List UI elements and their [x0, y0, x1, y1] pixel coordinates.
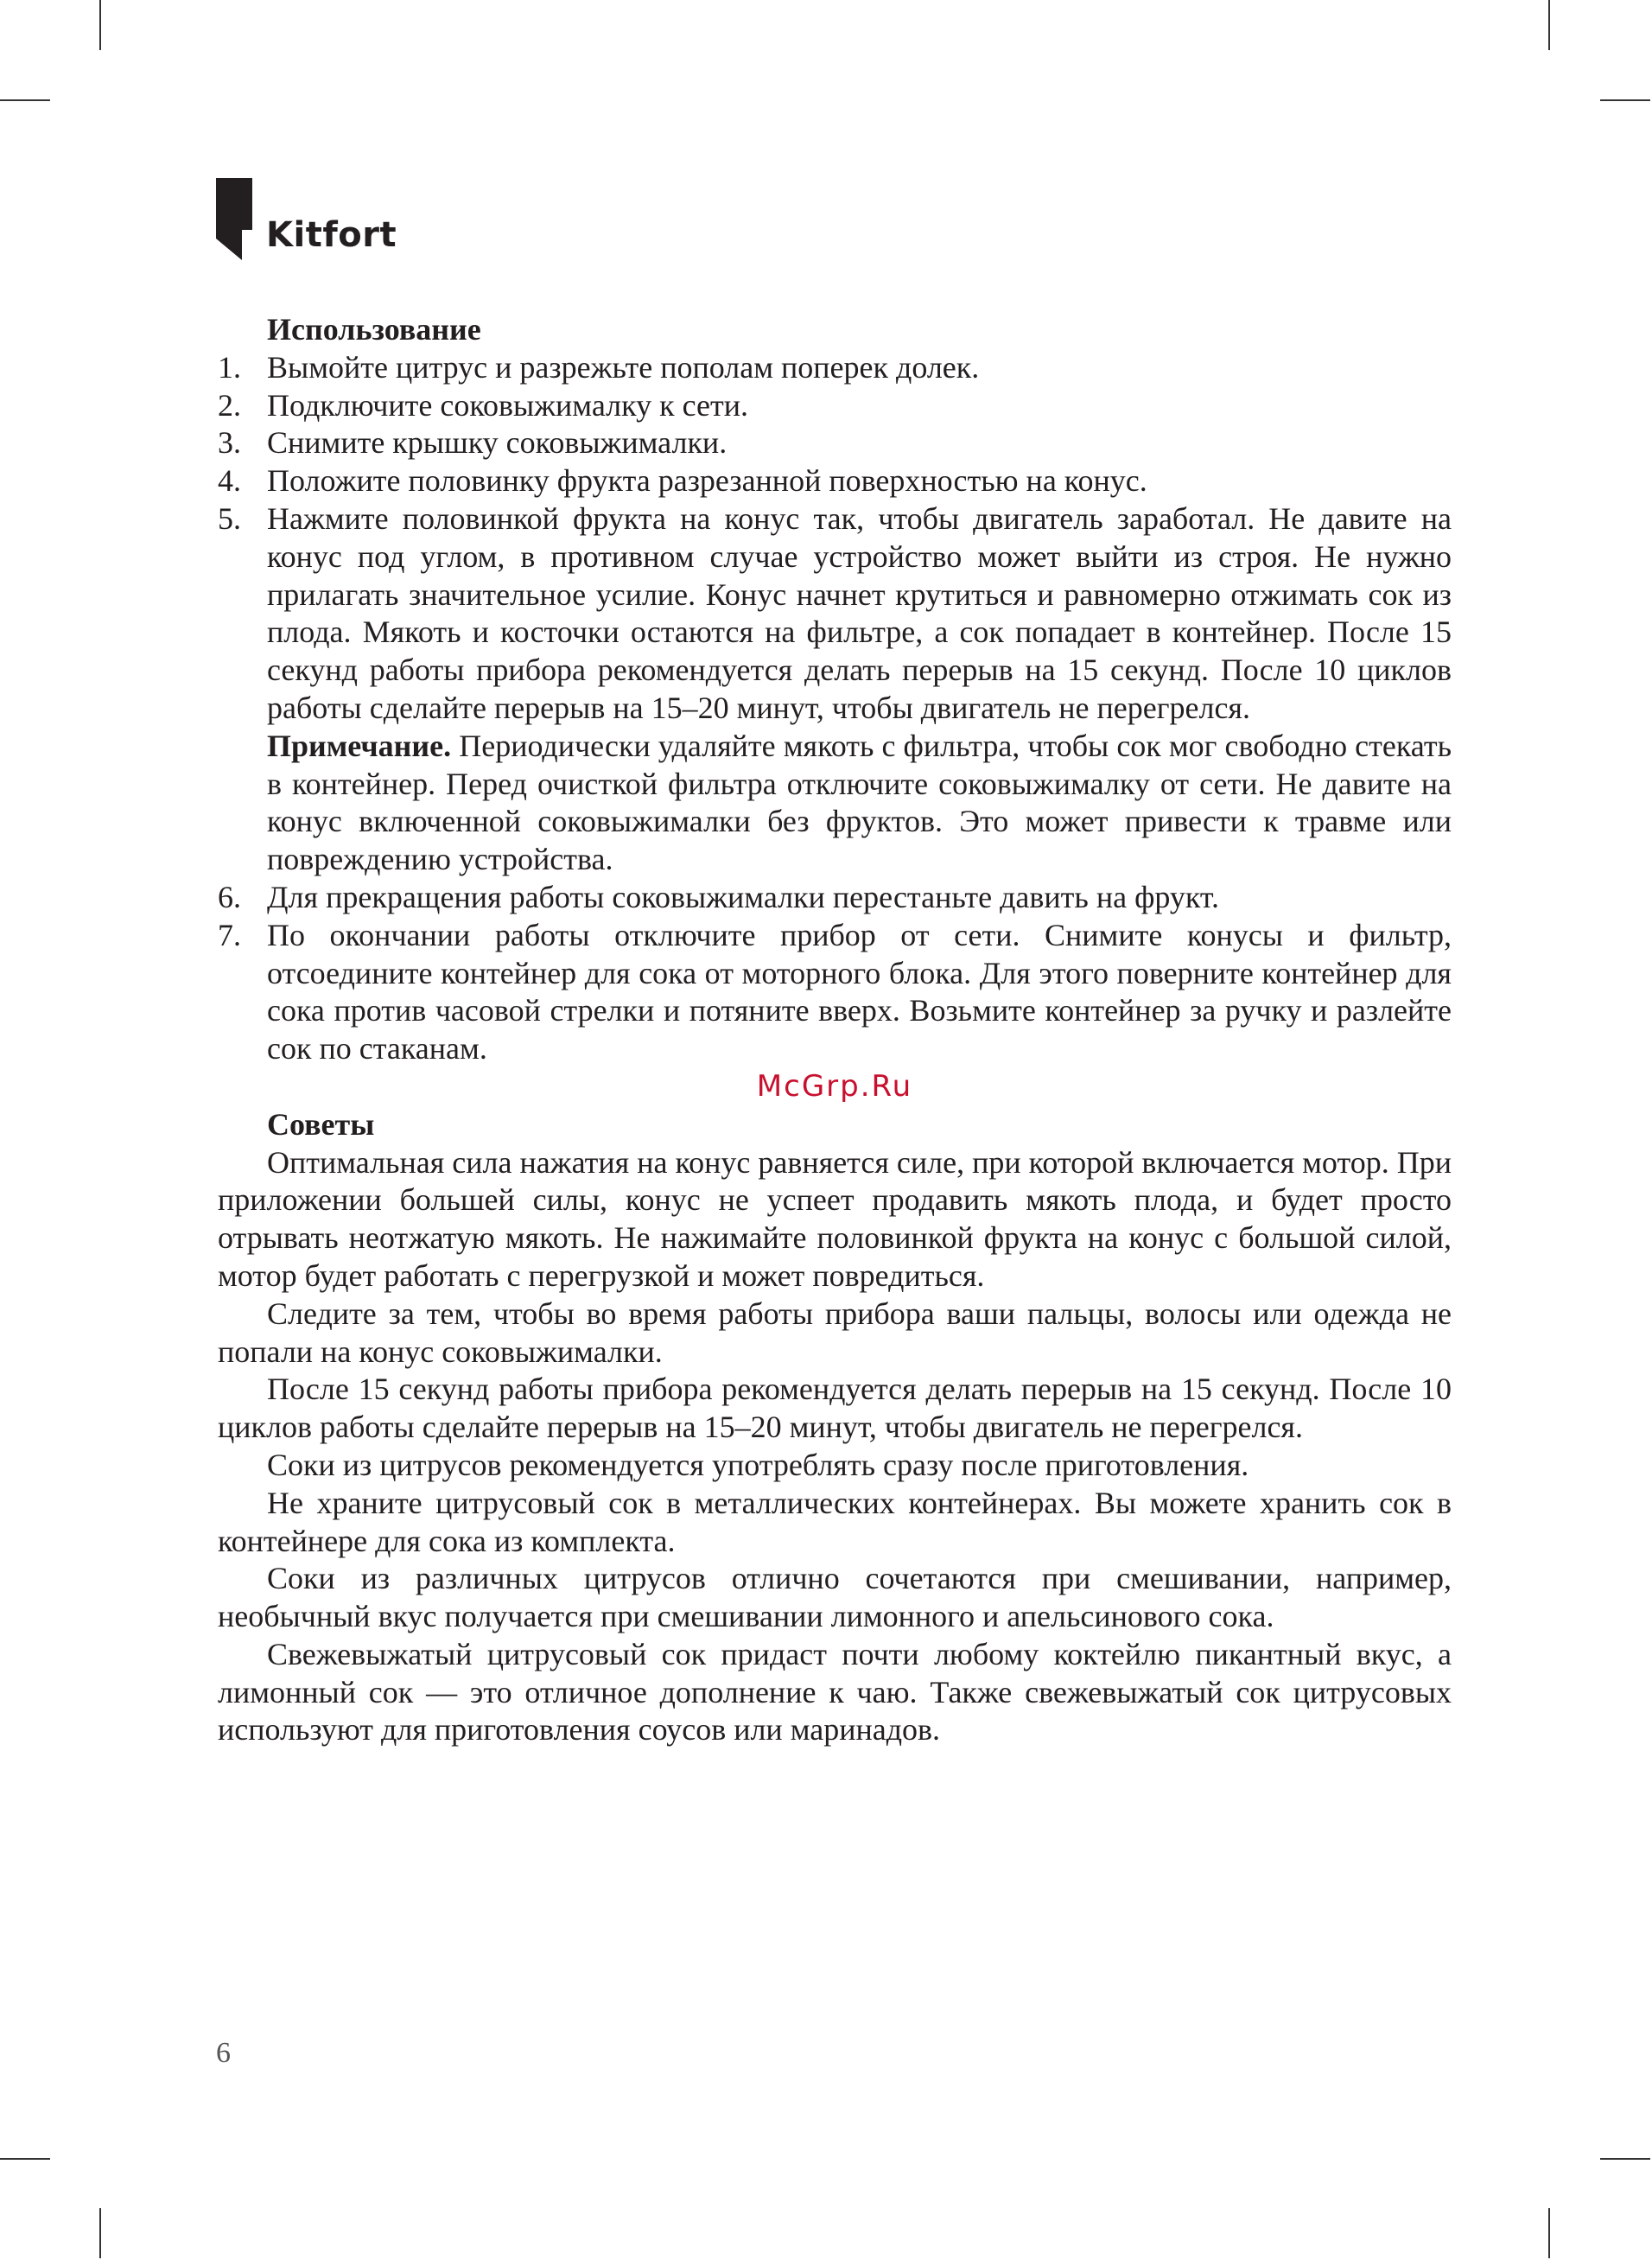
brand-logo: [216, 178, 397, 260]
crop-mark: [1600, 99, 1650, 101]
watermark-link[interactable]: McGrp.Ru: [756, 1068, 913, 1104]
page-number: 6: [216, 2037, 231, 2069]
crop-mark: [1548, 2208, 1550, 2258]
crop-mark: [0, 99, 50, 101]
crop-mark: [1548, 0, 1550, 50]
list-item: 7. По окончании работы отключите прибор от сети. Снимите конусы и фильтр, отсоедините контейнер для сока от моторного блока. Для этого поверните контейнер для сока против часовой стрелки и потяните вверх. Возьмите контейнер за ручку и разлейте сок по стаканам.: [218, 917, 1452, 1066]
usage-steps-list: [218, 349, 1452, 728]
brand-name: Kitfort: [266, 215, 397, 255]
list-item: 6. Для прекращения работы соковыжималки перестаньте давить на фрукт.: [218, 879, 1219, 914]
crop-mark: [99, 0, 101, 50]
tip-paragraph: Следите за тем, чтобы во время работы прибора ваши пальцы, волосы или одежда не попали на конус соковыжималки.: [218, 1296, 1452, 1369]
crop-mark: [0, 2158, 50, 2160]
note-text: Периодически удаляйте мякоть с фильтра, чтобы сок мог свободно стекать в контейнер. Перед очисткой фильтра отключите соковыжималку от сети. Не давите на конус включенной соковыжималки без фруктов. Это может привести к травме или повреждению устройства.: [267, 728, 1452, 877]
tip-paragraph: Свежевыжатый цитрусовый сок придаст почти любому коктейлю пикантный вкус, а лимонный сок — это отличное дополнение к чаю. Также свежевыжатый сок цитрусовых используют для приготовления соусов или маринадов.: [218, 1636, 1452, 1748]
list-item: 2. Подключите соковыжималку к сети.: [218, 387, 748, 423]
tip-paragraph: Соки из цитрусов рекомендуется употреблять сразу после приготовления.: [267, 1447, 1249, 1482]
crop-mark: [99, 2208, 101, 2258]
usage-heading: Использование: [267, 312, 481, 347]
note-label: Примечание.: [267, 728, 452, 763]
usage-steps-list-continued: [218, 879, 1452, 1068]
usage-note: [218, 728, 1452, 879]
tip-paragraph: Оптимальная сила нажатия на конус равняется силе, при которой включается мотор. При приложении большей силы, конус не успеет продавить мякоть плода, и будет просто отрывать неотжатую мякоть. Не нажимайте половинкой фрукта на конус с большой силой, мотор будет работать с перегрузкой и может повредиться.: [218, 1144, 1452, 1293]
page-content: [218, 311, 1452, 1749]
list-item: 1. Вымойте цитрус и разрежьте пополам поперек долек.: [218, 349, 980, 385]
list-item: 5. Нажмите половинкой фрукта на конус так, чтобы двигатель заработал. Не давите на конус под углом, в противном случае устройство может выйти из строя. Не нужно прилагать значительное усилие. Конус начнет крутиться и равномерно отжимать сок из плода. Мякоть и косточки остаются на фильтре, а сок попадает в контейнер. После 15 секунд работы прибора рекомендуется делать перерыв на 15 секунд. После 10 циклов работы сделайте перерыв на 15–20 минут, чтобы двигатель не перегрелся.: [218, 500, 1452, 725]
tips-heading: Советы: [267, 1106, 375, 1142]
tip-paragraph: Соки из различных цитрусов отлично сочетаются при смешивании, например, необычный вкус получается при смешивании лимонного и апельсинового сока.: [218, 1561, 1452, 1634]
crop-mark: [1600, 2158, 1650, 2160]
list-item: 4. Положите половинку фрукта разрезанной поверхностью на конус.: [218, 463, 1147, 499]
tip-paragraph: После 15 секунд работы прибора рекомендуется делать перерыв на 15 секунд. После 10 циклов работы сделайте перерыв на 15–20 минут, чтобы двигатель не перегрелся.: [218, 1372, 1452, 1445]
kitfort-logo-icon: [216, 178, 252, 260]
list-item: 3. Снимите крышку соковыжималки.: [218, 425, 728, 461]
tip-paragraph: Не храните цитрусовый сок в металлических контейнерах. Вы можете хранить сок в контейнере для сока из комплекта.: [218, 1485, 1452, 1558]
